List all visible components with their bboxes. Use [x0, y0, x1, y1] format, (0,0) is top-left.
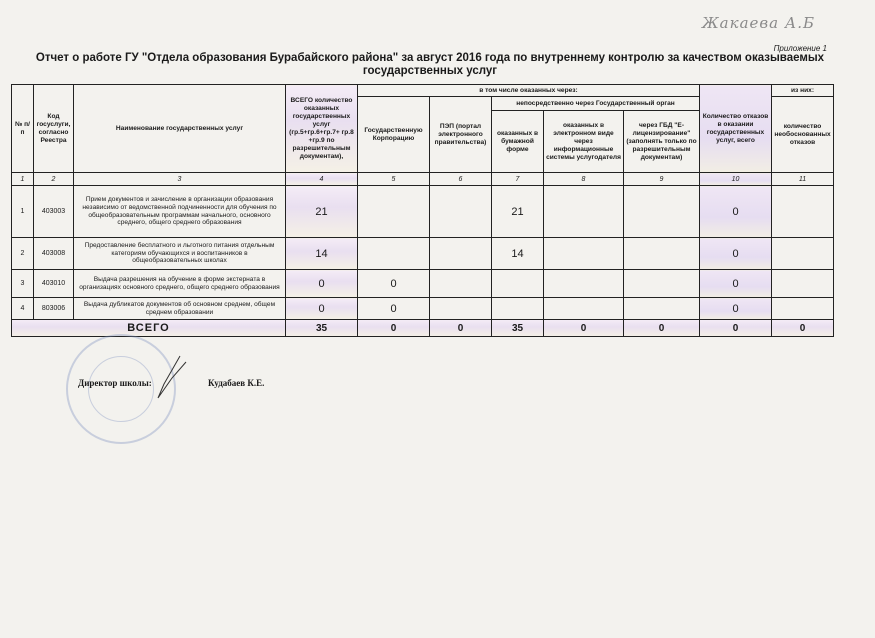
header-refusals: Количество отказов в оказании государственных услуг, всего — [700, 85, 772, 173]
row-refusals: 0 — [700, 186, 772, 238]
report-table — [11, 84, 834, 337]
column-number: 8 — [544, 173, 624, 186]
totals-refusals: 0 — [700, 320, 772, 337]
header-corp: Государственную Корпорацию — [358, 97, 430, 173]
row-corp — [358, 238, 430, 270]
row-electronic — [544, 298, 624, 320]
row-gbd — [624, 270, 700, 298]
row-total: 0 — [286, 270, 358, 298]
row-code: 403010 — [34, 270, 74, 298]
row-gbd — [624, 186, 700, 238]
column-number: 3 — [74, 173, 286, 186]
totals-total: 35 — [286, 320, 358, 337]
signature-label: Директор школы: — [78, 378, 152, 388]
header-direct: непосредственно через Государственный орган — [492, 97, 700, 111]
row-number: 1 — [12, 186, 34, 238]
table-row — [12, 238, 834, 270]
header-electronic: оказанных в электронном виде через информационные системы услугодателя — [544, 111, 624, 173]
signature-name: Кудабаев К.Е. — [208, 378, 265, 388]
row-pep — [430, 298, 492, 320]
header-pep: ПЭП (портал электронного правительства) — [430, 97, 492, 173]
row-total: 14 — [286, 238, 358, 270]
header-paper: оказанных в бумажной форме — [492, 111, 544, 173]
row-number: 2 — [12, 238, 34, 270]
table-row — [12, 186, 834, 238]
row-unjustified — [772, 238, 834, 270]
totals-pep: 0 — [430, 320, 492, 337]
row-corp — [358, 186, 430, 238]
row-service-name: Прием документов и зачисление в организации образования независимо от ведомственной подчиненности для обучения по общеобразовательным программам начального, основного среднего, общего среднего образования — [74, 186, 286, 238]
header-including: в том числе оказанных через: — [358, 85, 700, 97]
header-of-them: из них: — [772, 85, 834, 97]
row-paper — [492, 270, 544, 298]
table-row — [12, 270, 834, 298]
column-number: 2 — [34, 173, 74, 186]
column-number-row — [12, 173, 834, 186]
header-num: № п/п — [12, 85, 34, 173]
row-electronic — [544, 270, 624, 298]
row-pep — [430, 238, 492, 270]
column-number: 4 — [286, 173, 358, 186]
row-number: 3 — [12, 270, 34, 298]
row-paper: 14 — [492, 238, 544, 270]
row-corp: 0 — [358, 298, 430, 320]
row-service-name: Выдача разрешения на обучение в форме экстерната в организациях основного среднего, общего среднего образования — [74, 270, 286, 298]
row-unjustified — [772, 186, 834, 238]
row-code: 403003 — [34, 186, 74, 238]
row-electronic — [544, 186, 624, 238]
row-total: 21 — [286, 186, 358, 238]
row-code: 803006 — [34, 298, 74, 320]
column-number: 1 — [12, 173, 34, 186]
column-number: 11 — [772, 173, 834, 186]
table-row — [12, 298, 834, 320]
row-paper: 21 — [492, 186, 544, 238]
totals-label: ВСЕГО — [12, 320, 286, 337]
row-unjustified — [772, 298, 834, 320]
row-pep — [430, 186, 492, 238]
header-total: ВСЕГО количество оказанных государственных услуг (гр.5+гр.6+гр.7+ гр.8 +гр.9 по разрешительным документам), — [286, 85, 358, 173]
report-title: Отчет о работе ГУ "Отдела образования Бурабайского района" за август 2016 года по внутреннему контролю за качеством оказываемых государственных услуг — [35, 52, 825, 77]
row-refusals: 0 — [700, 270, 772, 298]
column-number: 5 — [358, 173, 430, 186]
row-paper — [492, 298, 544, 320]
appendix-label: Приложение 1 — [773, 44, 827, 53]
totals-gbd: 0 — [624, 320, 700, 337]
signature-stroke-icon — [150, 354, 190, 404]
row-unjustified — [772, 270, 834, 298]
row-refusals: 0 — [700, 238, 772, 270]
column-number: 6 — [430, 173, 492, 186]
row-service-name: Выдача дубликатов документов об основном среднем, общем среднем образовании — [74, 298, 286, 320]
column-number: 10 — [700, 173, 772, 186]
totals-row — [12, 320, 834, 337]
row-service-name: Предоставление бесплатного и льготного питания отдельным категориям обучающихся и воспитанников в общеобразовательных школах — [74, 238, 286, 270]
header-service-name: Наименование государственных услуг — [74, 85, 286, 173]
column-number: 9 — [624, 173, 700, 186]
handwritten-note: Жакаева А.Б — [701, 14, 815, 32]
row-electronic — [544, 238, 624, 270]
totals-paper: 35 — [492, 320, 544, 337]
row-gbd — [624, 238, 700, 270]
totals-corp: 0 — [358, 320, 430, 337]
totals-unjustified: 0 — [772, 320, 834, 337]
row-number: 4 — [12, 298, 34, 320]
official-stamp-inner-ring — [88, 356, 154, 422]
header-unjustified: количество необоснованных отказов — [772, 97, 834, 173]
row-corp: 0 — [358, 270, 430, 298]
row-gbd — [624, 298, 700, 320]
header-code: Код госуслуги, согласно Реестра — [34, 85, 74, 173]
row-code: 403008 — [34, 238, 74, 270]
row-refusals: 0 — [700, 298, 772, 320]
row-total: 0 — [286, 298, 358, 320]
row-pep — [430, 270, 492, 298]
column-number: 7 — [492, 173, 544, 186]
header-gbd: через ГБД "Е-лицензирование" (заполнять только по разрешительным документам) — [624, 111, 700, 173]
totals-electronic: 0 — [544, 320, 624, 337]
